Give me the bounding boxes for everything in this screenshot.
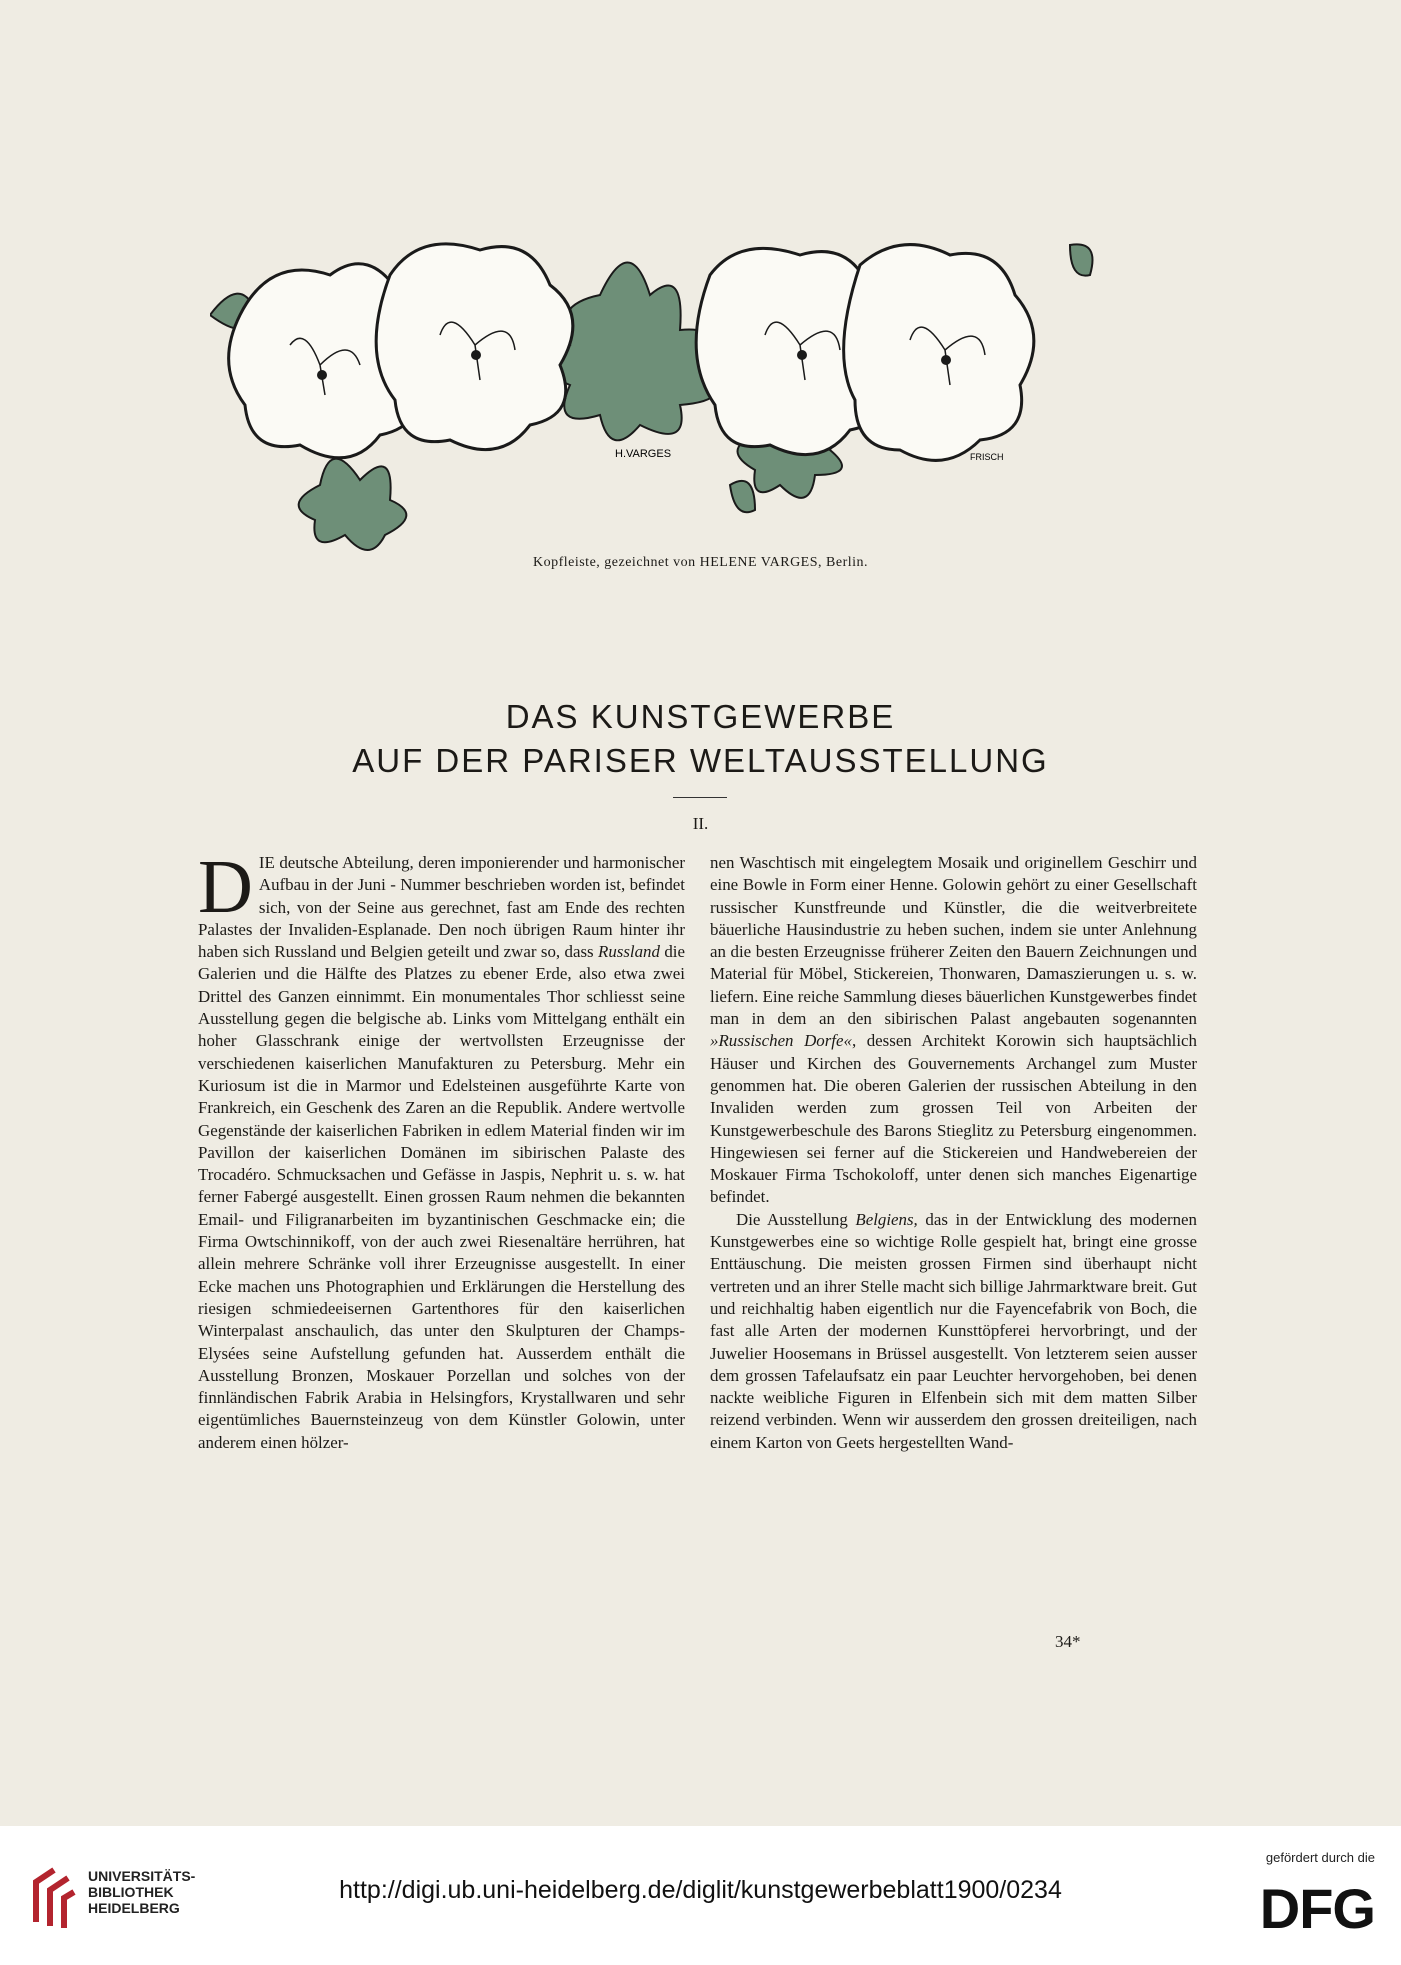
- article-title: [0, 695, 1401, 783]
- drop-cap: D: [198, 845, 253, 929]
- floral-headpiece-illustration: [210, 235, 1100, 565]
- text-run: nen Waschtisch mit eingelegtem Mosaik und originellem Geschirr und eine Bowle in Form einer Henne. Golowin gehört zu einer Gesellschaft russischer Kunstfreunde und Künstler, die die weitverbreitete bäuerliche Hausindustrie zu heben suchen, indem sie unter Anlehnung an die besten Erzeugnisse früherer Zeiten den Bauern Zeichnungen und Material für Möbel, Stickereien, Thonwaren, Damaszierungen u. s. w. liefern. Eine reiche Sammlung dieses bäuerlichen Kunstgewerbes findet man in dem an den sibirischen Palast angebauten sogenannten: [710, 853, 1197, 1029]
- library-name-line: UNIVERSITÄTS-: [88, 1868, 196, 1884]
- dfg-logo: DFG: [1259, 1877, 1375, 1940]
- part-number: II.: [692, 814, 709, 833]
- artist-signature: H.VARGES: [615, 448, 672, 460]
- emphasis: Russland: [598, 942, 660, 962]
- library-name-line: HEIDELBERG: [88, 1900, 180, 1916]
- text-run: das in der Entwicklung des modernen Kunstgewerbes eine so wichtige Rolle gespielt hat, bringt eine grosse Enttäuschung. Die meisten grossen Firmen sind überhaupt nicht vertreten und an ihrer Stelle macht sich billige Jahrmarktware breit. Gut und reichhaltig haben eigentlich nur die Fayencefabrik von Boch, die fast alle Arten der modernen Kunsttöpferei hervorbringt, und der Juwelier Hoosemans in Brüssel ausgestellt. Von letzterem seien ausser dem grossen Tafelaufsatz ein paar Leuchter hervorgehoben, bei denen nackte weibliche Figuren in Elfenbein sich mit dem matten Silber reizend verbinden. Wenn wir ausserdem den grossen dreiteiligen, nach einem Karton von Geets hergestellten Wand-: [710, 1209, 1197, 1452]
- paragraph: [710, 1209, 1197, 1454]
- digitization-footer: [0, 1826, 1401, 1965]
- text-run: Die Ausstellung: [736, 1209, 856, 1229]
- library-name-line: BIBLIOTHEK: [88, 1884, 174, 1900]
- text-run: IE deutsche Abteilung, deren imponierender und harmonischer Aufbau in der Juni - Nummer beschrieben worden ist, befindet sich, von der Seine aus gerechnet, fast am Ende des rechten Palastes der Invaliden-Esplanade. Den noch übrigen Raum hinter ihr haben sich Russland und Belgien geteilt und zwar so, dass: [198, 853, 685, 962]
- paragraph: [198, 845, 685, 1454]
- funding-label: gefördert durch die: [1265, 1850, 1375, 1865]
- engraver-signature: FRISCH: [970, 452, 1004, 462]
- permalink-url[interactable]: http://digi.ub.uni-heidelberg.de/diglit/kunstgewerbeblatt1900/0234: [339, 1876, 1062, 1904]
- title-line-2: AUF DER PARISER WELTAUSSTELLUNG: [352, 742, 1049, 779]
- title-line-1: DAS KUNSTGEWERBE: [505, 698, 896, 735]
- emphasis: »Russischen Dorfe«: [710, 1031, 852, 1051]
- illustration-caption: Kopfleiste, gezeichnet von HELENE VARGES, Berlin.: [532, 555, 869, 570]
- title-divider: [673, 797, 727, 798]
- text-run: die Galerien und die Hälfte des Platzes zu ebener Erde, also etwa zwei Drittel des Ganzen einnimmt. Ein monumentales Thor schliesst seine Ausstellung gegen die belgische ab. Links vom Mittelgang enthält ein hoher Glasschrank einige der wertvollsten Erzeugnisse der verschiedenen kaiserlichen Manufakturen zu Petersburg. Mehr ein Kuriosum ist die in Marmor und Edelsteinen ausgeführte Karte von Frankreich, ein Geschenk des Zaren an die Republik. Andere wertvolle Gegenstände der kaiserlichen Fabriken in edlem Material finden wir im Pavillon der kaiserlichen Domänen im sibirischen Palaste des Trocadéro. Schmucksachen und Gefässe in Jaspis, Nephrit u. s. w. hat ferner Fabergé ausgestellt. Einen grossen Raum nehmen die bekannten Email- und Filigranarbeiten im byzantinischen Geschmacke ein; die Firma Owtschinnikoff, von der auch zwei Riesenaltäre herrühren, hat allein mehrere Schränke voll ihrer Erzeugnisse ausgestellt. In einer Ecke machen uns Photographien und Erklärungen die Herstellung des riesigen schmiedeeisernen Gartenthores für den kaiserlichen Winterpalast anschaulich, das unter den Skulpturen der Champs-Elysées seine Aufstellung gefunden hat. Ausserdem enthält die Ausstellung Bronzen, Moskauer Porzellan und solches von der finnländischen Fabrik Arabia in Helsingfors, Krystallwaren und sehr eigentümliches Bauernsteinzeug von dem Künstler Golowin, unter anderem einen hölzer-: [198, 942, 685, 1452]
- paragraph: [710, 852, 1197, 1209]
- left-column: [198, 845, 685, 1454]
- emphasis: Belgiens,: [855, 1209, 918, 1229]
- text-run: , dessen Architekt Korowin sich hauptsächlich Häuser und Kirchen des Gouvernements Archangel zum Muster genommen hat. Die oberen Galerien der russischen Abteilung in den Invaliden werden zum grossen Teil von Arbeiten der Kunstgewerbeschule des Barons Stieglitz zu Petersburg eingenommen. Hingewiesen sei ferner auf die Stickereien und Handwebereien der Moskauer Firma Tschokoloff, unter denen sich manches Eigenartige befindet.: [710, 1031, 1197, 1207]
- page-number: 34*: [1055, 1632, 1081, 1651]
- right-column: [710, 852, 1197, 1454]
